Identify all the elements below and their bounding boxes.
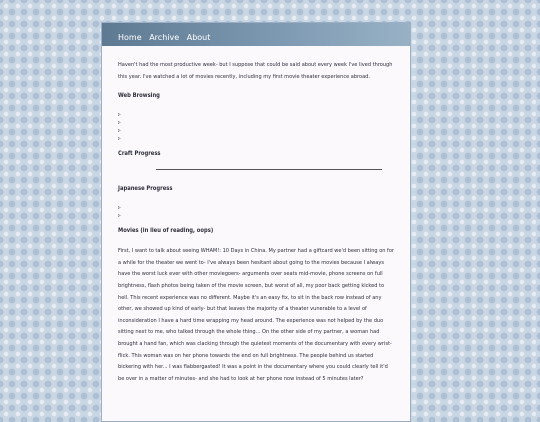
nav-archive-link[interactable]: Archive xyxy=(149,33,180,42)
japanese-progress-heading: Japanese Progress xyxy=(118,186,173,193)
triangle-bullet-icon: ▹ xyxy=(118,111,121,119)
movies-heading: Movies (in lieu of reading, oops) xyxy=(118,228,214,235)
post-content xyxy=(102,46,410,385)
japanese-progress-list xyxy=(118,204,394,220)
triangle-bullet-icon: ▹ xyxy=(118,204,121,212)
triangle-bullet-icon: ▹ xyxy=(118,127,121,135)
web-browsing-list xyxy=(118,111,394,143)
intro-paragraph: Haven't had the most productive week- but I suppose that could be said about every week I've lived through this year. I've watched a lot of movies recently, including my first movie theater experience abroad. xyxy=(118,62,393,80)
triangle-bullet-icon: ▹ xyxy=(118,212,121,220)
triangle-bullet-icon: ▹ xyxy=(118,119,121,127)
list-item[interactable] xyxy=(118,111,394,119)
list-item[interactable] xyxy=(118,212,394,220)
list-item[interactable] xyxy=(118,135,394,143)
main-nav xyxy=(118,25,213,44)
divider xyxy=(156,169,382,170)
movies-paragraph: First, I want to talk about seeing WHAM!: 10 Days in China. My partner had a giftcard we'd been sitting on for a while for the theater we went to- I've always been hesitant about going to the movies because I always have the worst luck ever with other moviegoers- arguments over seats mid-movie, phone screens on full brightness, flash photos being taken of the movie screen, but worst of all, my poor back getting kicked to hell. This recent experience was no different. Maybe it's an easy fix, to sit in the back row instead of any other, we showed up kind of early- but that leaves the majority of a theater vunerable to a level of inconsideration I have a hard time wrapping my head around. The experience was not helped by the duo sitting next to me, who talked through the whole thing... On the other side of my partner, a woman had brought a hand fan, which was clacking through the quietest moments of the documentary with every wrist-flick. This woman was on her phone towards the end on full brightness. The people behind us started bickering with her... I was flabbergasted! It was a point in the documentary where you could clearly tell it'd be over in a matter of minutes- and she had to look at her phone now instead of 5 minutes later? xyxy=(118,248,394,382)
header-bar xyxy=(102,23,410,46)
nav-about-link[interactable]: About xyxy=(186,33,211,42)
list-item[interactable] xyxy=(118,204,394,212)
blog-page xyxy=(101,22,411,422)
web-browsing-heading: Web Browsing xyxy=(118,93,160,100)
list-item[interactable] xyxy=(118,127,394,135)
craft-progress-heading: Craft Progress xyxy=(118,151,161,158)
triangle-bullet-icon: ▹ xyxy=(118,135,121,143)
list-item[interactable] xyxy=(118,119,394,127)
nav-home-link[interactable]: Home xyxy=(118,33,142,42)
